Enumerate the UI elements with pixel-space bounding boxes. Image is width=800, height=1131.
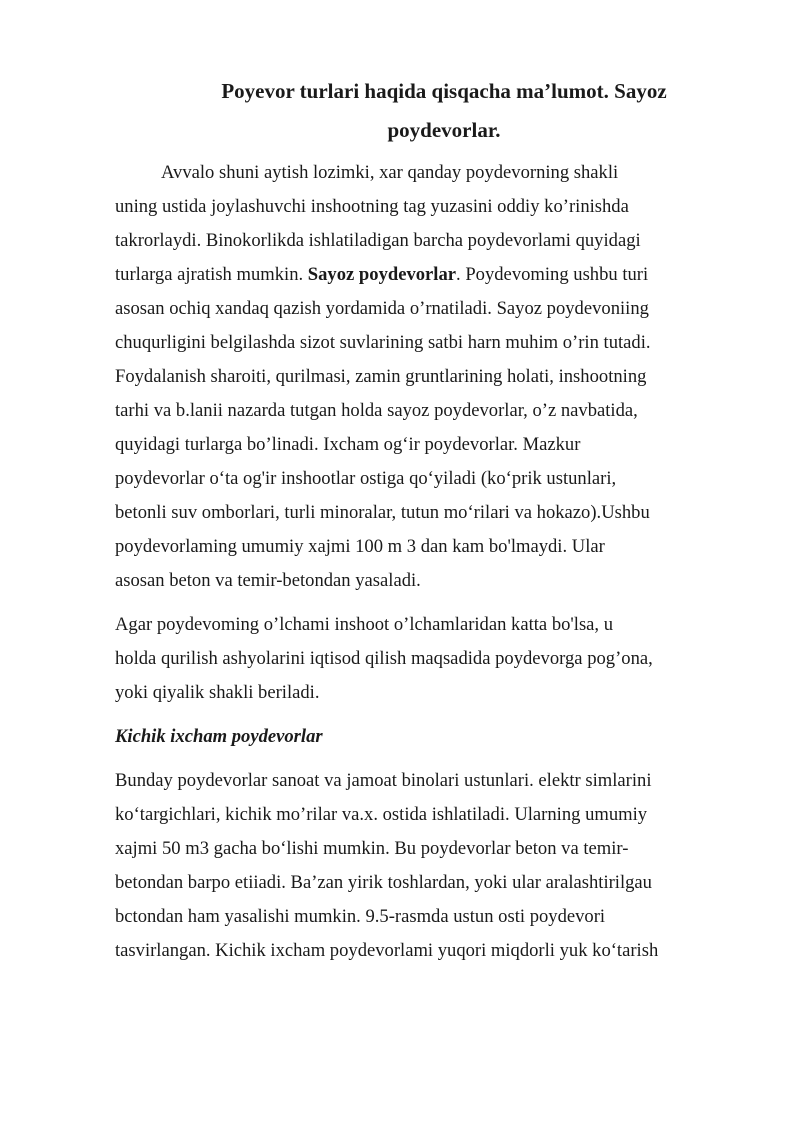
paragraph-2 [115, 608, 745, 710]
text-line: poydevorlar o‘ta og'ir inshootlar ostiga qo‘yiladi (ko‘prik ustunlari, [115, 468, 617, 489]
text-line: betonli suv omborlari, turli minoralar, tutun mo‘rilari va hokazo).Ushbu [115, 502, 650, 523]
text-line: takrorlaydi. Binokorlikda ishlatiladigan barcha poydevorlami quyidagi [115, 230, 641, 251]
document-page [115, 72, 745, 968]
text-line: poydevorlaming umumiy xajmi 100 m 3 dan kam bo'lmaydi. Ular [115, 536, 605, 557]
text-line: bctondan ham yasalishi mumkin. 9.5-rasmda ustun osti poydevori [115, 906, 606, 927]
text-line: yoki qiyalik shakli beriladi. [115, 682, 320, 703]
text-line: asosan ochiq xandaq qazish yordamida o’rnatiladi. Sayoz poydevoniing [115, 298, 649, 319]
title-line-1: Poyevor turlari haqida qisqacha ma’lumot. Sayoz [221, 79, 667, 103]
text-run: turlarga ajratish mumkin. [115, 264, 308, 285]
text-line: quyidagi turlarga bo’linadi. Ixcham og‘ir poydevorlar. Mazkur [115, 434, 581, 455]
text-line: betondan barpo etiiadi. Ba’zan yirik toshlardan, yoki ular aralashtirilgau [115, 872, 652, 893]
text-line: holda qurilish ashyolarini iqtisod qilish maqsadida poydevorga pog’ona, [115, 648, 653, 669]
text-line: xajmi 50 m3 gacha bo‘lishi mumkin. Bu poydevorlar beton va temir- [115, 838, 629, 859]
text-line: Avvalo shuni aytish lozimki, xar qanday poydevorning shakli [161, 162, 619, 183]
document-title [115, 72, 745, 150]
title-line-2: poydevorlar. [387, 118, 501, 142]
text-line: chuqurligini belgilashda sizot suvlarining satbi harn muhim o’rin tutadi. [115, 332, 651, 353]
paragraph-gap [115, 598, 745, 608]
text-line: Foydalanish sharoiti, qurilmasi, zamin gruntlarining holati, inshootning [115, 366, 647, 387]
text-line: tarhi va b.lanii nazarda tutgan holda sayoz poydevorlar, o’z navbatida, [115, 400, 638, 421]
text-run: . Poydevoming ushbu turi [456, 264, 649, 285]
paragraph-1 [115, 156, 745, 598]
text-line: Bunday poydevorlar sanoat va jamoat binolari ustunlari. elektr simlarini [115, 770, 652, 791]
section-heading: Kichik ixcham poydevorlar [115, 726, 323, 747]
text-line [115, 258, 745, 292]
paragraph-3 [115, 764, 745, 968]
text-line: Agar poydevoming o’lchami inshoot o’lchamlaridan katta bo'lsa, u [115, 614, 614, 635]
text-line: ko‘targichlari, kichik mo’rilar va.x. ostida ishlatiladi. Ularning umumiy [115, 804, 648, 825]
text-line: asosan beton va temir-betondan yasaladi. [115, 570, 421, 591]
text-line: tasvirlangan. Kichik ixcham poydevorlami yuqori miqdorli yuk ko‘tarish [115, 940, 659, 961]
text-line: uning ustida joylashuvchi inshootning tag yuzasini oddiy ko’rinishda [115, 196, 629, 217]
bold-term-sayoz-poydevorlar: Sayoz poydevorlar [307, 264, 457, 285]
paragraph-gap [115, 754, 745, 764]
paragraph-gap [115, 710, 745, 720]
